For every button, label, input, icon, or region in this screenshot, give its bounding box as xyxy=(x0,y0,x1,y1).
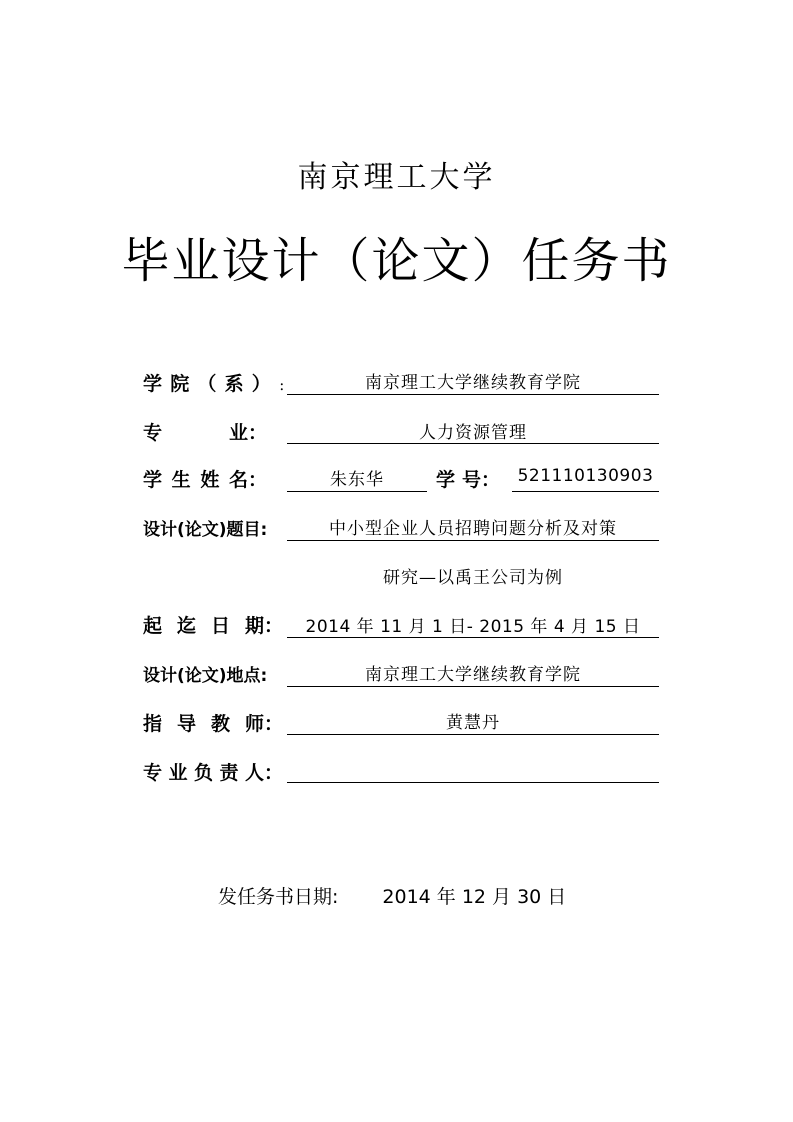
location-underline xyxy=(287,686,659,687)
period-label: 起 迄 日 期： xyxy=(143,615,283,637)
advisor-value: 黄慧丹 xyxy=(446,713,500,733)
issue-date-label: 发任务书日期: xyxy=(218,886,339,908)
major-label: 专 业： xyxy=(143,422,267,444)
student-name-label: 学 生 姓 名： xyxy=(143,469,267,491)
responsible-underline xyxy=(287,782,659,783)
issue-date xyxy=(218,882,566,909)
student-id-value: 521110130903 xyxy=(517,466,654,486)
student-name-underline xyxy=(287,491,427,492)
topic-label: 设计(论文)题目: xyxy=(143,520,268,540)
university-name: 南京理工大学 xyxy=(297,160,496,195)
issue-date-value: 2014 年 12 月 30 日 xyxy=(382,886,567,908)
major-value: 人力资源管理 xyxy=(419,423,527,443)
school-value: 南京理工大学继续教育学院 xyxy=(365,373,581,393)
student-name-value: 朱东华 xyxy=(330,470,384,490)
location-label: 设计(论文)地点: xyxy=(143,666,268,686)
location-value: 南京理工大学继续教育学院 xyxy=(365,665,581,685)
topic-underline xyxy=(287,540,659,541)
advisor-underline xyxy=(287,734,659,735)
period-value: 2014 年 11 月 1 日- 2015 年 4 月 15 日 xyxy=(305,617,641,637)
advisor-label: 指 导 教 师： xyxy=(143,713,283,735)
student-id-underline xyxy=(512,491,659,492)
topic-value-line2: 研究—以禹王公司为例 xyxy=(383,568,563,588)
topic-value-line1: 中小型企业人员招聘问题分析及对策 xyxy=(329,519,617,539)
school-underline xyxy=(287,394,659,395)
responsible-label: 专 业 负 责 人： xyxy=(143,762,283,784)
major-underline xyxy=(287,443,659,444)
document-title: 毕业设计（论文）任务书 xyxy=(121,233,672,289)
student-id-label: 学 号： xyxy=(436,469,500,491)
period-underline xyxy=(287,637,659,638)
school-label: 学 院 （ 系 ） ： xyxy=(143,373,291,395)
